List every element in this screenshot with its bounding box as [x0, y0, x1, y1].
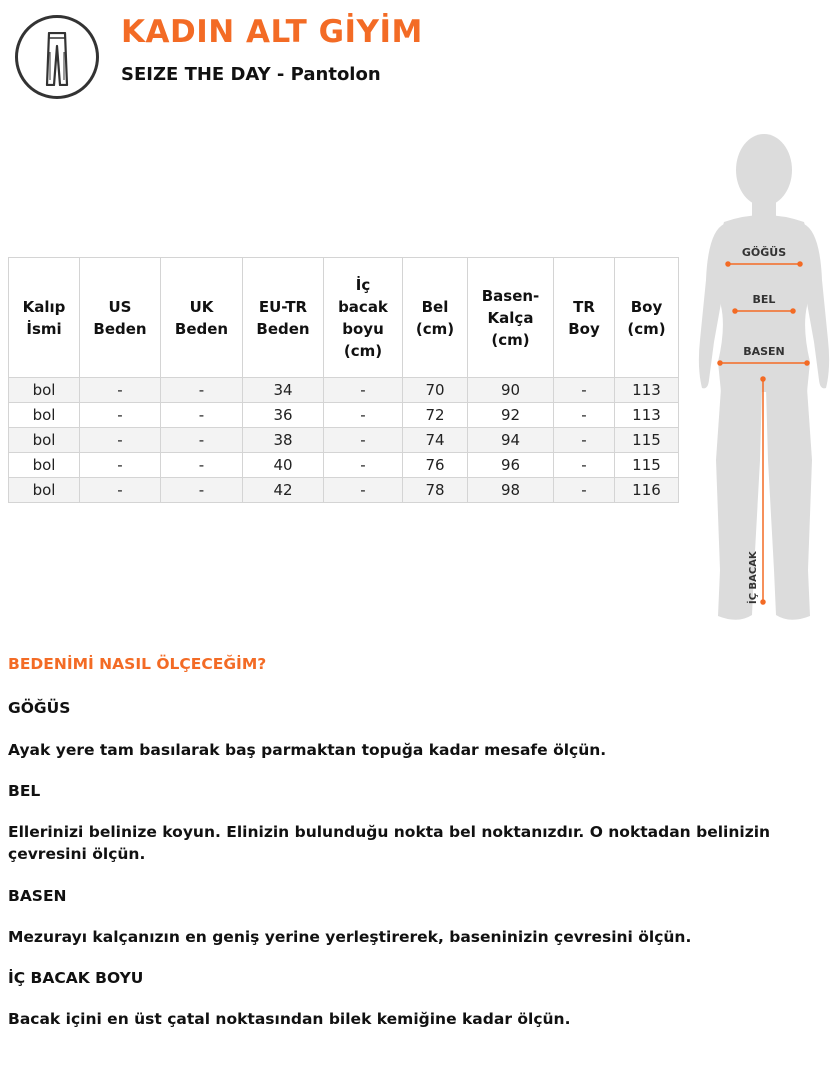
header [0, 0, 837, 110]
table-cell: - [554, 378, 615, 403]
table-cell: 115 [615, 428, 679, 453]
table-cell: 72 [403, 403, 468, 428]
table-row [9, 403, 679, 428]
table-cell: - [161, 453, 243, 478]
col-header-inseam: İç bacak boyu (cm) [324, 258, 403, 378]
table-row [9, 453, 679, 478]
table-cell: - [554, 453, 615, 478]
table-cell: 76 [403, 453, 468, 478]
inseam-label: İÇ BACAK [748, 551, 759, 604]
table-cell: 90 [468, 378, 554, 403]
table-cell: - [324, 453, 403, 478]
body-measurement-figure [694, 130, 837, 630]
guide-title: BEDENİMİ NASIL ÖLÇECEĞİM? [8, 655, 267, 673]
table-cell: 113 [615, 378, 679, 403]
table-cell: - [324, 378, 403, 403]
table-cell: 38 [243, 428, 324, 453]
body-silhouette [694, 130, 837, 630]
table-cell: - [80, 453, 161, 478]
table-cell: - [80, 378, 161, 403]
guide-label-waist: BEL [8, 782, 41, 800]
table-cell: - [80, 403, 161, 428]
hip-label: BASEN [743, 345, 785, 358]
measurement-guide [8, 655, 828, 1030]
col-header-eu-tr: EU-TR Beden [243, 258, 324, 378]
table-cell: 94 [468, 428, 554, 453]
size-table [8, 257, 679, 503]
table-cell: - [554, 428, 615, 453]
size-table-header-row [9, 258, 679, 378]
table-cell: - [324, 428, 403, 453]
guide-text-inseam: Bacak içini en üst çatal noktasından bilek kemiğine kadar ölçün. [8, 1010, 571, 1028]
table-cell: - [80, 428, 161, 453]
guide-label-hip: BASEN [8, 887, 67, 905]
table-cell: bol [9, 378, 80, 403]
table-cell: 115 [615, 453, 679, 478]
table-cell: bol [9, 478, 80, 503]
table-cell: - [554, 403, 615, 428]
table-cell: - [161, 378, 243, 403]
guide-label-chest: GÖĞÜS [8, 699, 71, 717]
guide-text-hip: Mezurayı kalçanızın en geniş yerine yerleştirerek, baseninizin çevresini ölçün. [8, 928, 692, 946]
table-cell: 42 [243, 478, 324, 503]
table-cell: 70 [403, 378, 468, 403]
table-cell: bol [9, 403, 80, 428]
product-name: SEIZE THE DAY - Pantolon [121, 64, 381, 85]
table-cell: - [161, 428, 243, 453]
col-header-tr-boy: TR Boy [554, 258, 615, 378]
guide-text-chest: Ayak yere tam basılarak baş parmaktan topuğa kadar mesafe ölçün. [8, 741, 607, 759]
table-cell: - [324, 478, 403, 503]
col-header-kalip: Kalıp İsmi [9, 258, 80, 378]
table-cell: 40 [243, 453, 324, 478]
table-cell: 36 [243, 403, 324, 428]
guide-label-inseam: İÇ BACAK BOYU [8, 969, 144, 987]
col-header-us: US Beden [80, 258, 161, 378]
table-cell: - [554, 478, 615, 503]
table-cell: bol [9, 428, 80, 453]
guide-text-waist: Ellerinizi belinize koyun. Elinizin bulunduğu nokta bel noktanızdır. O noktadan belinizin çevresini ölçün. [8, 823, 771, 863]
logo-badge [15, 15, 99, 99]
table-cell: 74 [403, 428, 468, 453]
col-header-waist: Bel (cm) [403, 258, 468, 378]
table-row [9, 428, 679, 453]
table-row [9, 478, 679, 503]
table-cell: - [161, 478, 243, 503]
page-title: KADIN ALT GİYİM [121, 14, 423, 50]
table-cell: 98 [468, 478, 554, 503]
col-header-length: Boy (cm) [615, 258, 679, 378]
table-cell: 113 [615, 403, 679, 428]
table-cell: - [80, 478, 161, 503]
table-cell: 78 [403, 478, 468, 503]
table-cell: 92 [468, 403, 554, 428]
chest-label: GÖĞÜS [741, 246, 787, 259]
table-cell: 34 [243, 378, 324, 403]
table-row [9, 378, 679, 403]
waist-label: BEL [752, 293, 776, 306]
table-cell: 116 [615, 478, 679, 503]
table-cell: 96 [468, 453, 554, 478]
table-cell: - [324, 403, 403, 428]
col-header-uk: UK Beden [161, 258, 243, 378]
table-cell: bol [9, 453, 80, 478]
col-header-hip: Basen- Kalça (cm) [468, 258, 554, 378]
pants-icon [42, 32, 72, 86]
table-cell: - [161, 403, 243, 428]
